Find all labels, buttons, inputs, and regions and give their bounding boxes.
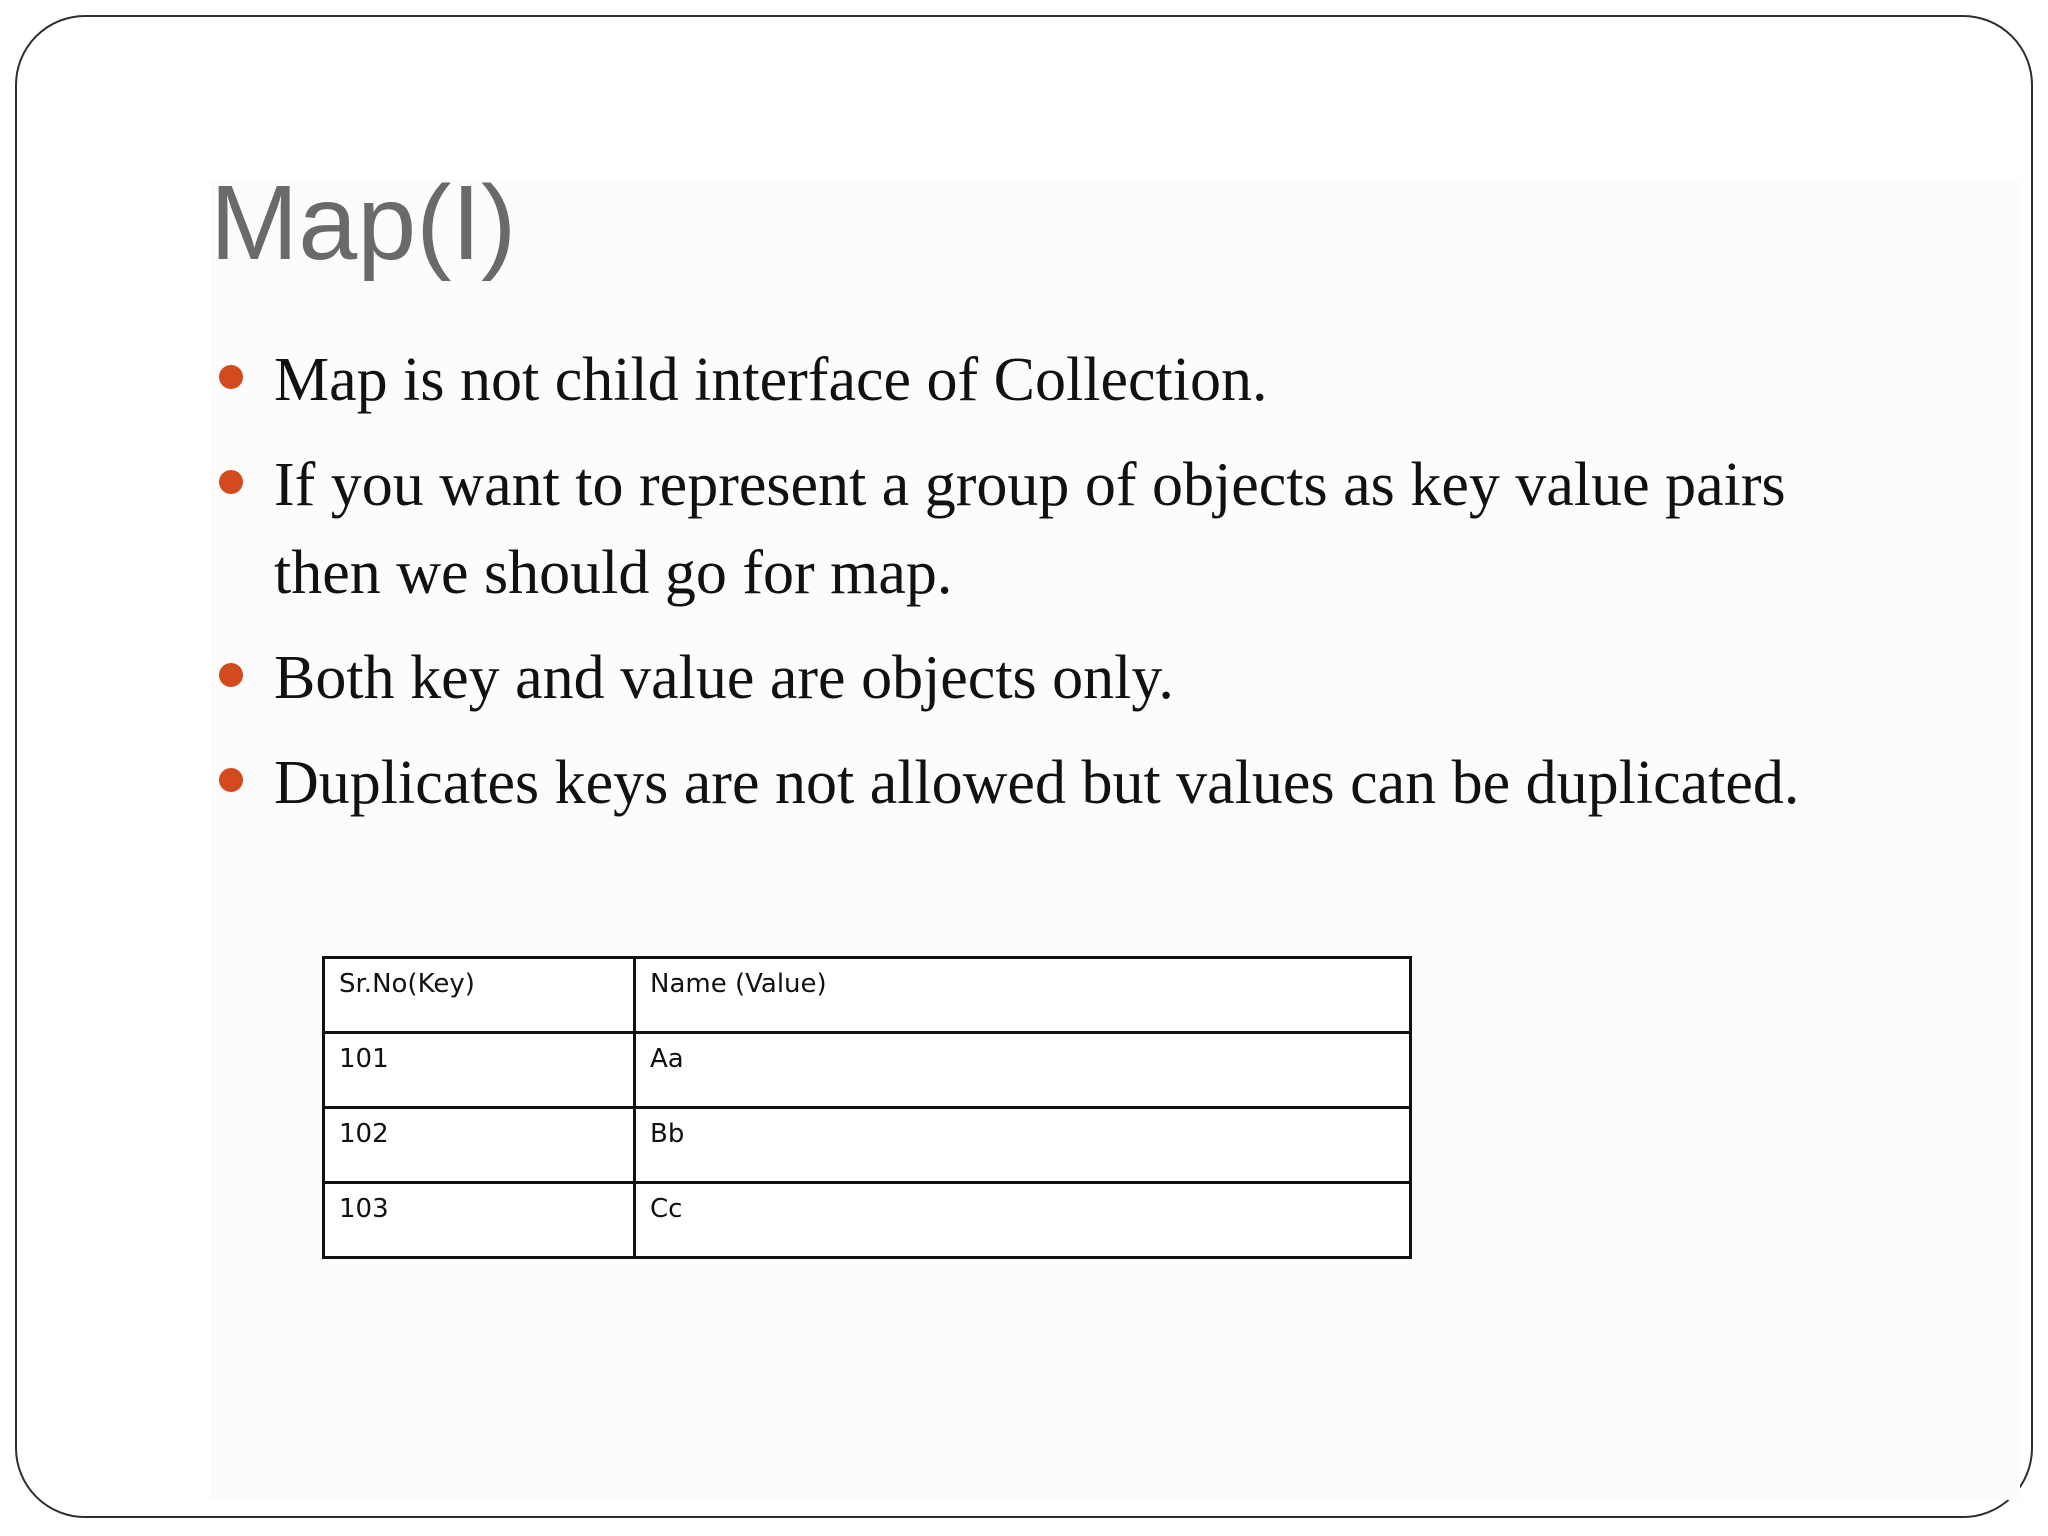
bullet-item (219, 739, 1919, 827)
table-cell-value: Aa (635, 1033, 1411, 1108)
table-header-value: Name (Value) (635, 958, 1411, 1033)
bullet-dot-icon (219, 663, 243, 687)
slide-title: Map(I) (210, 164, 517, 282)
bullet-text-continuation: then we should go for map. (274, 539, 953, 607)
bullet-text: If you want to represent a group of objects as key value pairs (274, 451, 1786, 519)
table-cell-key: 101 (324, 1033, 635, 1108)
bullet-item (219, 634, 1919, 722)
bullet-text: Duplicates keys are not allowed but values can be duplicated. (274, 749, 1800, 817)
bullet-text: Both key and value are objects only. (274, 644, 1174, 712)
bullet-dot-icon (219, 470, 243, 494)
bullet-dot-icon (219, 365, 243, 389)
table-row (324, 1183, 1411, 1258)
bullet-dot-icon (219, 768, 243, 792)
table-header-key: Sr.No(Key) (324, 958, 635, 1033)
bullet-item (219, 336, 1919, 424)
bullet-item (219, 441, 1919, 617)
table-row (324, 1033, 1411, 1108)
table-row (324, 1108, 1411, 1183)
table-cell-key: 103 (324, 1183, 635, 1258)
bullet-text: Map is not child interface of Collection. (274, 346, 1268, 414)
table-header-row (324, 958, 1411, 1033)
table-cell-value: Bb (635, 1108, 1411, 1183)
table-cell-key: 102 (324, 1108, 635, 1183)
table-cell-value: Cc (635, 1183, 1411, 1258)
key-value-table (322, 956, 1412, 1259)
bullet-list (219, 336, 1919, 844)
